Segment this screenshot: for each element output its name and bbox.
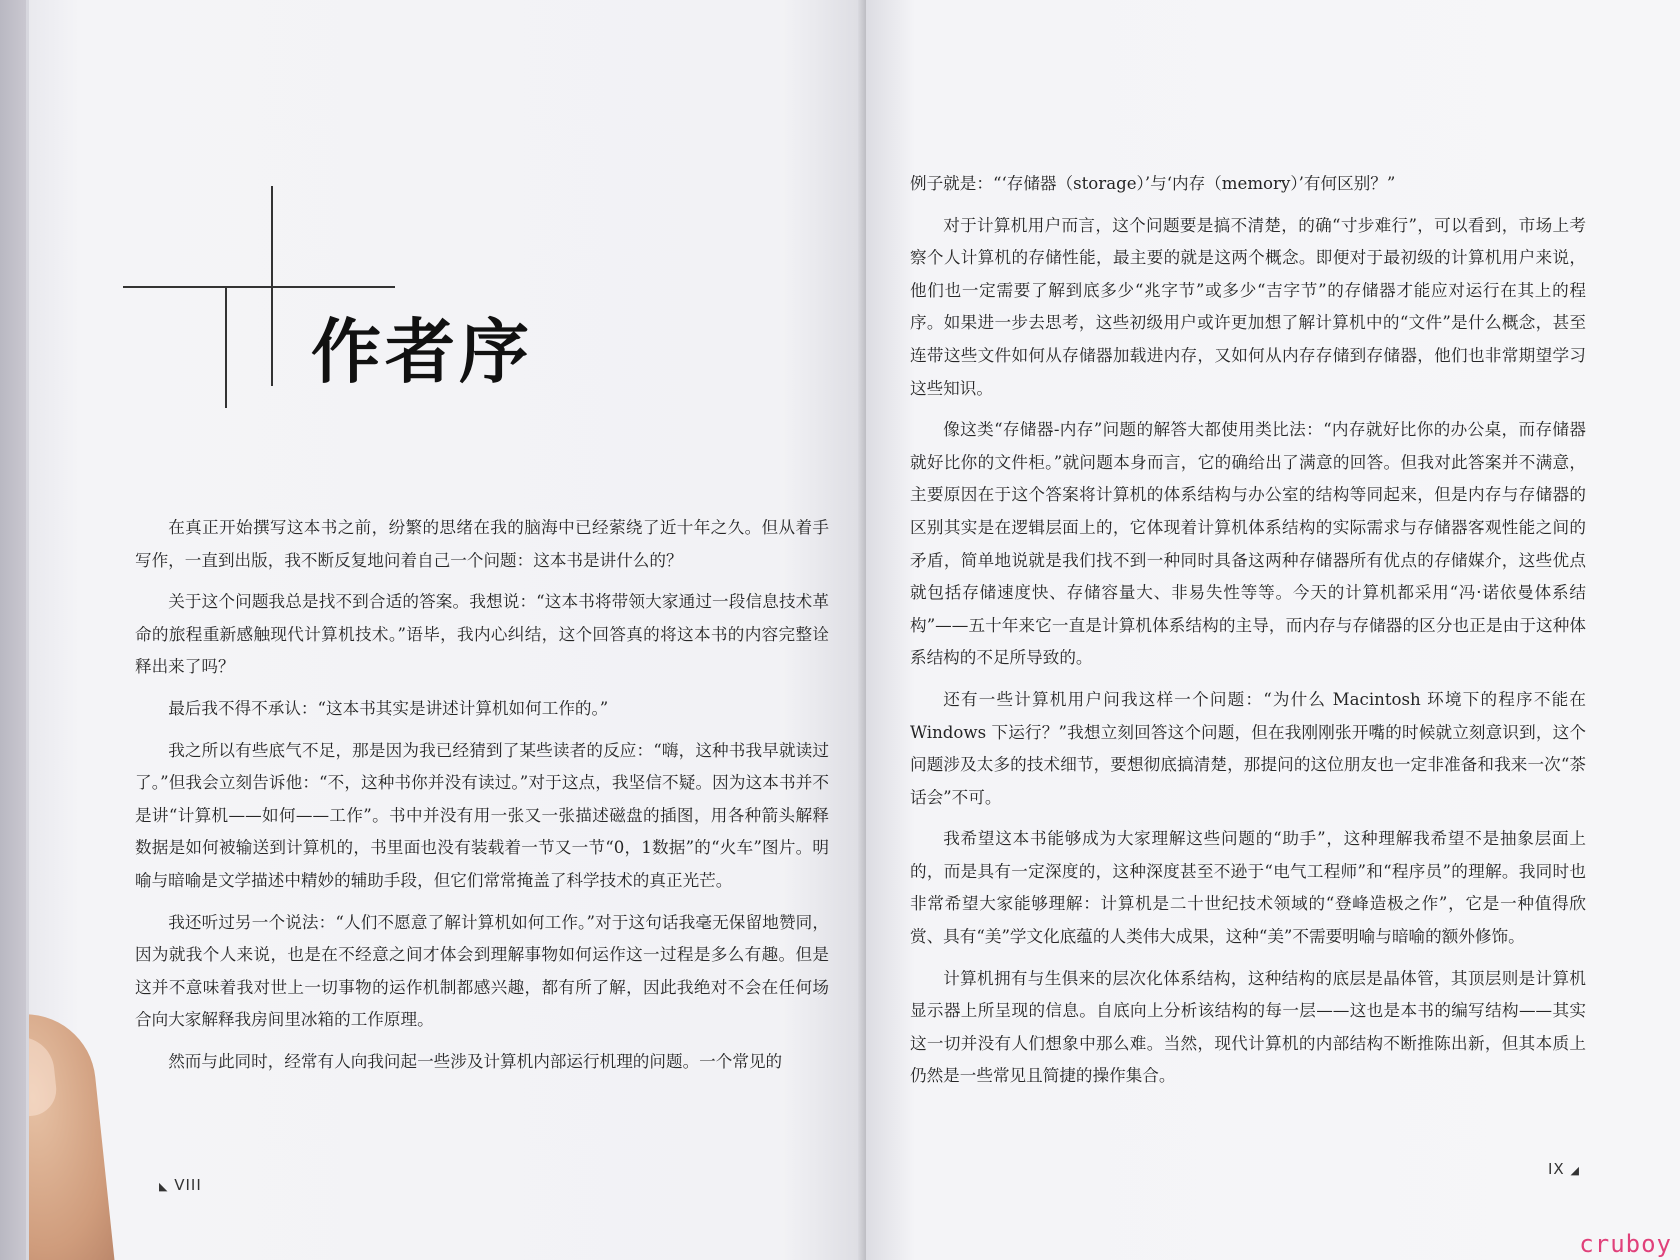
right-body-text [910, 168, 1586, 1102]
paragraph: 然而与此同时，经常有人向我问起一些涉及计算机内部运行机理的问题。一个常见的 [168, 1051, 783, 1071]
left-page [26, 0, 866, 1260]
thumb [26, 1007, 117, 1260]
paragraph: 我希望这本书能够成为大家理解这些问题的“助手”，这种理解我希望不是抽象层面上的，而是具有一定深度的，这种深度甚至不逊于“电气工程师”和“程序员”的理解。我同时也非常希望大家能够理解：计算机是二十世纪技术领域的“登峰造极之作”，它是一种值得欣赏、具有“美”学文化底蕴的人类伟大成果，这种“美”不需要明喻与暗喻的额外修饰。 [910, 829, 1586, 947]
triangle-marker-icon: ◢ [1570, 1164, 1580, 1177]
decorative-line-vertical-short [225, 286, 227, 408]
paragraph: 计算机拥有与生俱来的层次化体系结构，这种结构的底层是晶体管，其顶层则是计算机显示器上所呈现的信息。自底向上分析该结构的每一层——这也是本书的编写结构——其实这一切并没有人们想象中那么难。当然，现代计算机的内部结构不断推陈出新，但其本质上仍然是一些常见且简捷的操作集合。 [910, 968, 1586, 1086]
watermark: cruboy [1579, 1230, 1672, 1258]
page-number-right [1548, 1160, 1580, 1178]
left-body-text [135, 512, 829, 1088]
right-page [866, 0, 1680, 1260]
decorative-line-vertical-tall [271, 186, 273, 386]
page-number-left [159, 1176, 202, 1194]
paragraph: 最后我不得不承认：“这本书其实是讲述计算机如何工作的。” [168, 698, 609, 718]
paragraph: 例子就是：“‘存储器（storage）’与‘内存（memory）’有何区别？” [910, 174, 1396, 193]
page-number-text: VIII [174, 1176, 202, 1194]
page-title: 作者序 [311, 310, 533, 393]
paragraph: 像这类“存储器-内存”问题的解答大都使用类比法：“内存就好比你的办公桌，而存储器就好比你的文件柜。”就问题本身而言，它的确给出了满意的回答。但我对此答案并不满意，主要原因在于这个答案将计算机的体系结构与办公室的结构等同起来，但是内存与存储器的区别其实是在逻辑层面上的，它体现着计算机体系结构的实际需求与存储器客观性能之间的矛盾，简单地说就是我们找不到一种同时具备这两种存储器所有优点的存储媒介，这些优点就包括存储速度快、存储容量大、非易失性等等。今天的计算机都采用“冯·诺依曼体系结构”——五十年来它一直是计算机体系结构的主导，而内存与存储器的区分也正是由于这种体系结构的不足所导致的。 [910, 420, 1586, 668]
paragraph: 我之所以有些底气不足，那是因为我已经猜到了某些读者的反应：“嗨，这种书我早就读过了。”但我会立刻告诉他：“不，这种书你并没有读过。”对于这点，我坚信不疑。因为这本书并不是讲“计算机——如何——工作”。书中并没有用一张又一张描述磁盘的插图，用各种箭头解释数据是如何被输送到计算机的，书里面也没有装载着一节又一节“0，1数据”的“火车”图片。明喻与暗喻是文学描述中精妙的辅助手段，但它们常常掩盖了科学技术的真正光芒。 [135, 740, 829, 890]
paragraph: 对于计算机用户而言，这个问题要是搞不清楚，的确“寸步难行”，可以看到，市场上考察个人计算机的存储性能，最主要的就是这两个概念。即便对于最初级的计算机用户来说，他们也一定需要了解到底多少“兆字节”或多少“吉字节”的存储器才能应对运行在其上的程序。如果进一步去思考，这些初级用户或许更加想了解计算机中的“文件”是什么概念，甚至连带这些文件如何从存储器加载进内存，又如何从内存存储到存储器，他们也非常期望学习这些知识。 [910, 215, 1586, 398]
triangle-marker-icon: ◣ [159, 1180, 169, 1193]
paragraph: 在真正开始撰写这本书之前，纷繁的思绪在我的脑海中已经萦绕了近十年之久。但从着手写作，一直到出版，我不断反复地问着自己一个问题：这本书是讲什么的？ [135, 518, 829, 570]
paragraph: 还有一些计算机用户问我这样一个问题：“为什么 Macintosh 环境下的程序不能在 Windows 下运行？”我想立刻回答这个问题，但在我刚刚张开嘴的时候就立刻意识到，这个问题涉及太多的技术细节，要想彻底搞清楚，那提问的这位朋友也一定非准备和我来一次“茶话会”不可。 [910, 689, 1586, 807]
decorative-line-horizontal [123, 286, 395, 288]
page-number-text: IX [1548, 1160, 1565, 1178]
paragraph: 我还听过另一个说法：“人们不愿意了解计算机如何工作。”对于这句话我毫无保留地赞同，因为就我个人来说，也是在不经意之间才体会到理解事物如何运作这一过程是多么有趣。但是这并不意味着我对世上一切事物的运作机制都感兴趣，都有所了解，因此我绝对不会在任何场合向大家解释我房间里冰箱的工作原理。 [135, 912, 829, 1030]
paragraph: 关于这个问题我总是找不到合适的答案。我想说：“这本书将带领大家通过一段信息技术革命的旅程重新感触现代计算机技术。”语毕，我内心纠结，这个回答真的将这本书的内容完整诠释出来了吗？ [135, 592, 829, 677]
